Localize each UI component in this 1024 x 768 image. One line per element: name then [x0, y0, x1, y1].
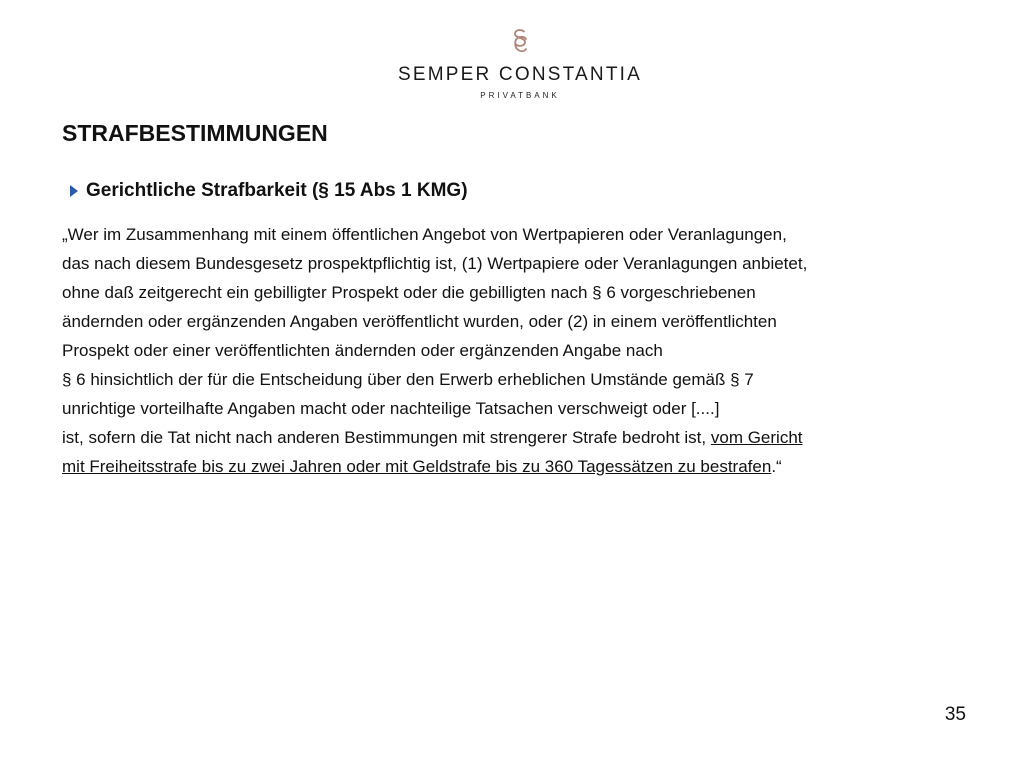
- quote-closing: .“: [771, 457, 782, 476]
- quote-underlined-start: vom Gericht: [710, 428, 803, 447]
- brand-name: SEMPER CONSTANTIA: [398, 64, 642, 85]
- quote-line-1: „Wer im Zusammenhang mit einem öffentlichen Angebot von Wertpapieren oder Veranlagungen,: [62, 225, 787, 244]
- page-number: 35: [944, 704, 966, 725]
- quote-line-2: das nach diesem Bundesgesetz prospektpflichtig ist, (1) Wertpapiere oder Veranlagungen anbietet,: [62, 254, 808, 273]
- quote-line-8: [62, 423, 962, 452]
- quote-line-4: ändernden oder ergänzenden Angaben veröffentlicht wurden, oder (2) in einem veröffentlichten: [62, 312, 777, 331]
- slide-title: STRAFBESTIMMUNGEN: [62, 120, 328, 146]
- triangle-right-icon: [70, 185, 78, 197]
- quote-underlined-end: mit Freiheitsstrafe bis zu zwei Jahren oder mit Geldstrafe bis zu 360 Tagessätzen zu bestrafen: [62, 457, 772, 476]
- legal-quote: [62, 220, 962, 481]
- quote-line-6: § 6 hinsichtlich der für die Entscheidung über den Erwerb erheblichen Umstände gemäß § 7: [62, 370, 754, 389]
- quote-line-3: ohne daß zeitgerecht ein gebilligter Prospekt oder die gebilligten nach § 6 vorgeschriebenen: [62, 283, 756, 302]
- brand-subtitle: PRIVATBANK: [480, 91, 560, 100]
- subheading: [70, 180, 468, 202]
- quote-line-7: unrichtige vorteilhafte Angaben macht oder nachteilige Tatsachen verschweigt oder [....]: [62, 399, 720, 418]
- semper-constantia-monogram-icon: [505, 26, 535, 56]
- quote-line-8-text: ist, sofern die Tat nicht nach anderen Bestimmungen mit strengerer Strafe bedroht ist,: [62, 428, 711, 447]
- bank-logo: [0, 26, 1024, 100]
- subheading-text: Gerichtliche Strafbarkeit (§ 15 Abs 1 KMG): [86, 180, 468, 201]
- quote-line-9: [62, 452, 962, 481]
- quote-line-5: Prospekt oder einer veröffentlichten ändernden oder ergänzenden Angabe nach: [62, 341, 663, 360]
